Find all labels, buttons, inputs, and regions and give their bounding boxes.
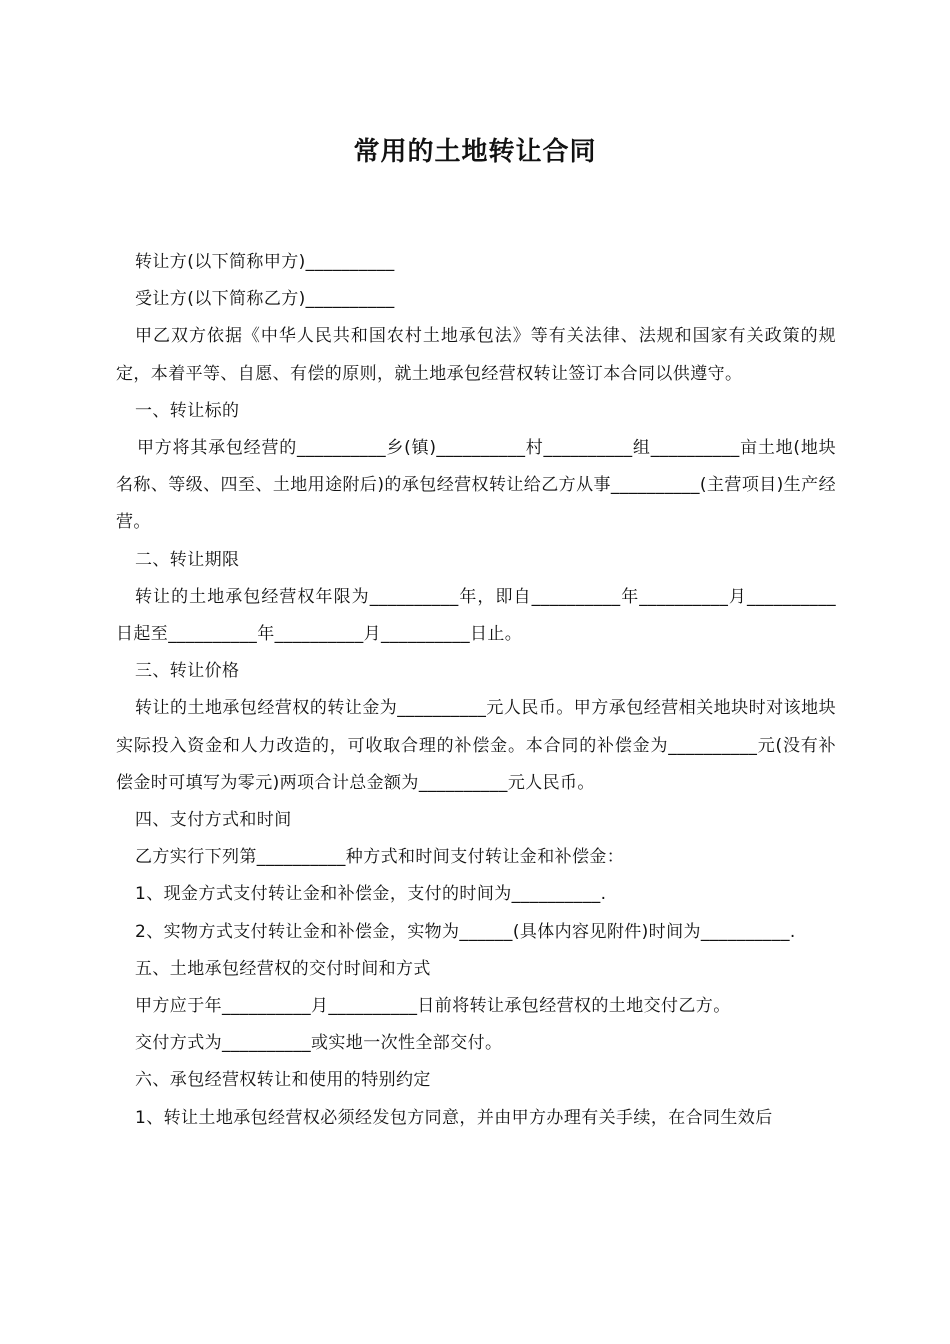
transferee-line: 受让方(以下简称乙方)__________ bbox=[135, 289, 395, 310]
section-5-paragraph-2: 交付方式为__________或实地一次性全部交付。 bbox=[135, 1033, 503, 1054]
section-3-paragraph: 转让的土地承包经营权的转让金为__________元人民币。甲方承包经营相关地块时对该地块实际投入资金和人力改造的，可收取合理的补偿金。本合同的补偿金为__________元(没有补偿金时可填写为零元)两项合计总金额为__________元人民币。 bbox=[116, 698, 836, 793]
document-title: 常用的土地转让合同 bbox=[353, 137, 597, 167]
section-4-paragraph: 乙方实行下列第__________种方式和时间支付转让金和补偿金： bbox=[135, 847, 625, 868]
section-heading-2: 二、转让期限 bbox=[135, 549, 240, 570]
section-1-paragraph: 甲方将其承包经营的__________乡(镇)__________村__________组__________亩土地(地块名称、等级、四至、土地用途附后)的承包经营权转让给乙方从事__________(主营项目)生产经营。 bbox=[116, 438, 836, 533]
section-2-paragraph: 转让的土地承包经营权年限为__________年，即自__________年__________月__________日起至__________年__________月__________日止。 bbox=[116, 586, 836, 645]
section-4-item-2: 2、实物方式支付转让金和补偿金，实物为______(具体内容见附件)时间为__________. bbox=[135, 921, 796, 942]
section-heading-3: 三、转让价格 bbox=[135, 661, 240, 682]
document-body bbox=[116, 244, 836, 1137]
section-heading-1: 一、转让标的 bbox=[135, 400, 240, 421]
section-heading-6: 六、承包经营权转让和使用的特别约定 bbox=[135, 1070, 431, 1091]
transferor-line: 转让方(以下简称甲方)__________ bbox=[135, 252, 395, 272]
section-5-paragraph-1: 甲方应于年__________月__________日前将转让承包经营权的土地交付乙方。 bbox=[135, 996, 731, 1017]
section-heading-5: 五、土地承包经营权的交付时间和方式 bbox=[135, 958, 431, 979]
section-4-item-1: 1、现金方式支付转让金和补偿金，支付的时间为__________. bbox=[135, 884, 607, 905]
section-6-item-1: 1、转让土地承包经营权必须经发包方同意，并由甲方办理有关手续，在合同生效后 bbox=[135, 1107, 773, 1128]
section-heading-4: 四、支付方式和时间 bbox=[135, 810, 292, 831]
preamble-paragraph: 甲乙双方依据《中华人民共和国农村土地承包法》等有关法律、法规和国家有关政策的规定，本着平等、自愿、有偿的原则，就土地承包经营权转让签订本合同以供遵守。 bbox=[116, 326, 836, 384]
